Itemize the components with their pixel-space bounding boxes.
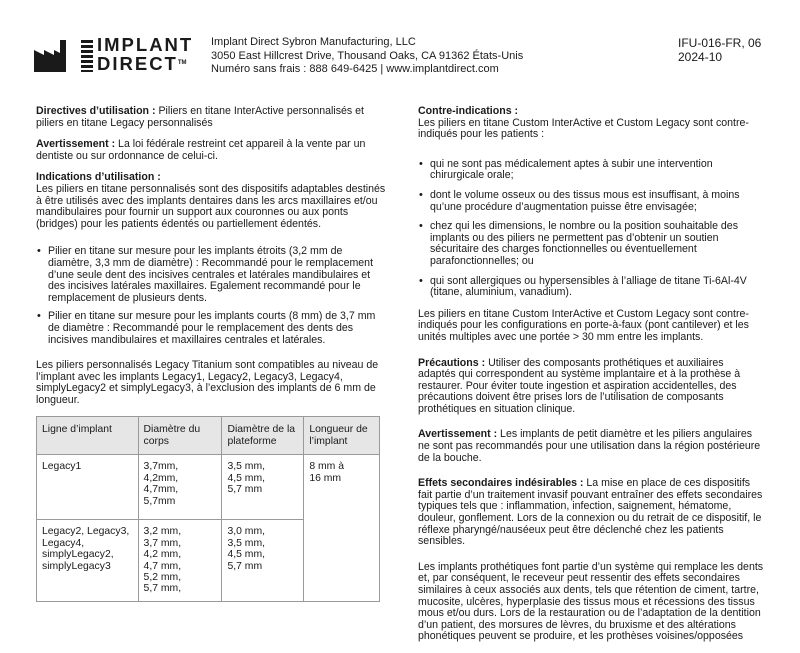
contraindications-list: [418, 159, 764, 299]
side-effects-text: La mise en place de ces dispositifs fait partie d’un traitement invasif pouvant entraîner des effets secondaires typiques tels que : inflammation, infection, saignement, hématome, douleur, gonflement. Lors de la connexion ou du retrait de ce dispositif, le réflexe pharyngé/nauséeux peut être déclenché chez les patients sensibles.: [418, 477, 763, 548]
list-item: • dont le volume osseux ou des tissus mous est insuffisant, à moins qu’une procédure d’augmentation puisse être envisagée;: [430, 190, 764, 213]
contraindications-section: [418, 106, 764, 141]
document-code: IFU-016-FR, 06: [678, 36, 762, 50]
company-address: 3050 East Hillcrest Drive, Thousand Oaks, CA 91362 États-Unis: [211, 49, 524, 62]
warning-text: La loi fédérale restreint cet appareil à la vente par un dentiste ou sur ordonnance de celui-ci.: [36, 138, 366, 162]
precautions-section: [418, 358, 764, 416]
precautions-label: Précautions :: [418, 356, 486, 369]
left-column: [36, 106, 388, 602]
table-cell: 3,7mm, 4,2mm, 4,7mm, 5,7mm: [138, 455, 222, 520]
warning-label: Avertissement :: [36, 138, 116, 151]
list-item: • qui ne sont pas médicalement aptes à subir une intervention chirurgicale orale;: [430, 159, 764, 182]
table-cell: Legacy2, Legacy3, Legacy4, simplyLegacy2, simplyLegacy3: [37, 520, 139, 601]
warning-2-text: Les implants de petit diamètre et les piliers angulaires ne sont pas recommandés pour une utilisation dans la région postérieure de la bouche.: [418, 428, 761, 464]
logo-line-2: DIRECT: [97, 53, 178, 74]
side-effects-label: Effets secondaires indésirables :: [418, 477, 584, 490]
right-column: [418, 106, 764, 653]
contraindications-text: Les piliers en titane Custom InterActive et Custom Legacy sont contre-indiqués pour les patients :: [418, 116, 749, 141]
warning-2-label: Avertissement :: [418, 428, 498, 441]
document-date: 2024-10: [678, 50, 723, 64]
prosthetic-text: Les implants prothétiques font partie d’un système qui remplace les dents et, par conséquent, le receveur peut ressentir des effets secondaires similaires à ceux associés aux dents, tels que rétention de ciment, tartre, mucosite, ulcères, hyperplasie des tissus mous et récessions des tissus mous et/ou durs. Lors de la restauration ou de l’adaptation de la dentition d’un patient, des morsures de lèvres, du bruxisme et des altérations phonétiques peuvent se produire, et les prothèses voisines/opposées: [418, 560, 764, 643]
indications-section: [36, 172, 388, 230]
contraindications-text-2: Les piliers en titane Custom InterActive et Custom Legacy sont contre-indiqués pour les configurations en porte-à-faux (pont cantilever) et les unités multiples avec une portée > 30 mm entre les implants.: [418, 307, 749, 343]
table-row: [37, 455, 380, 520]
warning-section: [36, 139, 388, 162]
implant-table: [36, 416, 380, 601]
brand-logo: [97, 35, 193, 73]
company-info: [211, 36, 523, 77]
factory-icon: [34, 40, 68, 72]
list-item: • qui sont allergiques ou hypersensibles à l’alliage de titane Ti-6Al-4V (titane, aluminium, vanadium).: [430, 276, 764, 299]
legacy-compatibility-text: Les piliers personnalisés Legacy Titanium sont compatibles au niveau de l’implant avec les implants Legacy1, Legacy2, Legacy3, Legacy4, simplyLegacy2 et simplyLegacy3, à l’exclusion des implants de 6 mm de longueur.: [36, 359, 379, 406]
document-info: [678, 36, 761, 64]
table-cell: 3,0 mm, 3,5 mm, 4,5 mm, 5,7 mm: [222, 520, 304, 601]
table-cell: 8 mm à 16 mm: [304, 455, 380, 601]
warning-2-section: [418, 429, 764, 464]
table-header: Diamètre de la plateforme: [222, 417, 304, 455]
table-cell: 3,2 mm, 3,7 mm, 4,2 mm, 4,7 mm, 5,2 mm, 5,7 mm,: [138, 520, 222, 601]
table-header: Diamètre du corps: [138, 417, 222, 455]
company-contact: Numéro sans frais : 888 649-6425 | www.implantdirect.com: [211, 63, 499, 75]
table-header: Ligne d’implant: [37, 417, 139, 455]
list-item: • Pilier en titane sur mesure pour les implants étroits (3,2 mm de diamètre, 3,3 mm de diamètre) : Recommandé pour le remplacement d’une seule dent des incisives centrales et latérales mandibulaires et des incisives latérales maxillaires. Egalement recommandé pour le remplacement de plusieurs dents.: [48, 246, 388, 304]
list-item: • chez qui les dimensions, le nombre ou la position souhaitable des implants ou des piliers ne permettent pas d’obtenir un soutien sécuritaire des charges fonctionnelles ou éventuellement parafonctionnelles; ou: [430, 221, 764, 267]
list-item: • Pilier en titane sur mesure pour les implants courts (8 mm) de 3,7 mm de diamètre : Recommandé pour le remplacement des dents des incisives mandibulaires et maxillaires centrales et latérales.: [48, 311, 388, 346]
company-name: Implant Direct Sybron Manufacturing, LLC: [211, 36, 416, 48]
logo-stripes-icon: [81, 40, 93, 72]
indications-text: Les piliers en titane personnalisés sont des dispositifs adaptables destinés à être utilisés avec des implants dentaires dans les arcs maxillaires et/ou mandibulaires pour fournir un support aux couronnes ou aux ponts (bridges) pour les patients édentés ou partiellement édentés.: [36, 182, 386, 230]
table-cell: 3,5 mm, 4,5 mm, 5,7 mm: [222, 455, 304, 520]
side-effects-section: [418, 478, 764, 548]
directives-text: Piliers en titane InterActive personnalisés et piliers en titane Legacy personnalisés: [36, 105, 364, 129]
indications-list: [36, 246, 388, 346]
logo-line-1: IMPLANT: [97, 34, 194, 55]
directives-label: Directives d’utilisation :: [36, 105, 156, 117]
precautions-text: Utiliser des composants prothétiques et auxiliaires adaptés qui correspondent au système implantaire et à la prothèse à restaurer. Pour éviter toute ingestion et aspiration accidentelles, des précautions doivent être prises lors de l’utilisation de composants prothétiques en situation clinique.: [418, 356, 741, 415]
table-header: Longueur de l’implant: [304, 417, 380, 455]
table-header-row: [37, 417, 380, 455]
indications-label: Indications d’utilisation :: [36, 171, 161, 184]
trademark: TM: [177, 60, 187, 66]
contraindications-label: Contre-indications :: [418, 105, 519, 117]
table-cell: Legacy1: [37, 455, 139, 520]
directives-section: [36, 106, 388, 129]
